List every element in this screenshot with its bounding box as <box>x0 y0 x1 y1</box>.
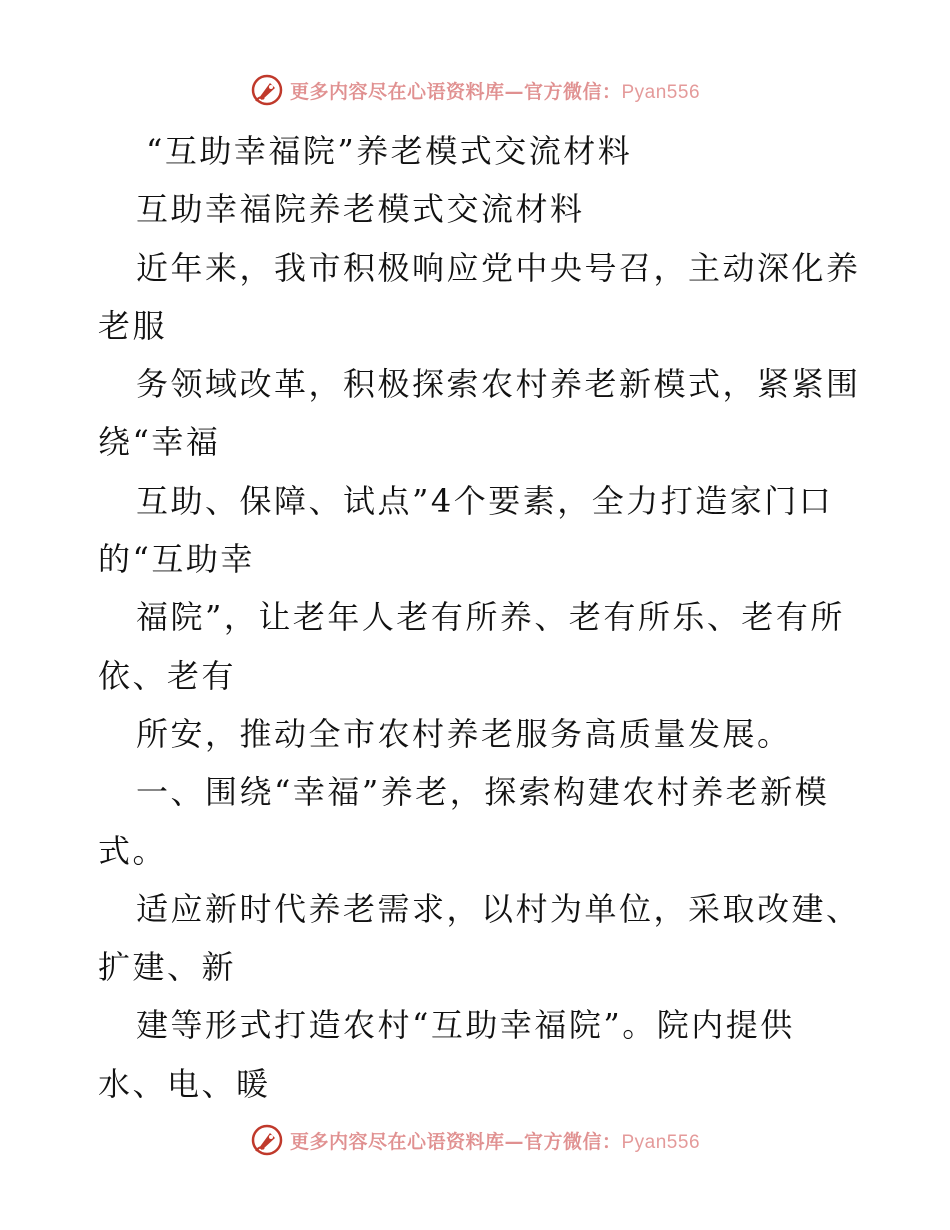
pen-nib-logo-icon <box>250 1123 284 1157</box>
section-heading: 一、围绕“幸福”养老，探索构建农村养老新模 <box>136 773 830 812</box>
watermark-text: 更多内容尽在心语资料库—官方微信：Pyan556 <box>289 1130 701 1153</box>
text-line: 务领域改革，积极探索农村养老新模式，紧紧围 <box>136 365 861 404</box>
text-line: 适应新时代养老需求，以村为单位，采取改建、 <box>136 889 861 928</box>
document-subtitle: 互助幸福院养老模式交流材料 <box>136 190 585 229</box>
text-line: 所安，推动全市农村养老服务高质量发展。 <box>136 714 792 753</box>
text-line: 的“互助幸 <box>98 540 255 579</box>
text-line: 扩建、新 <box>98 948 237 987</box>
text-line: 式。 <box>98 831 168 870</box>
watermark-text: 更多内容尽在心语资料库—官方微信：Pyan556 <box>289 80 701 103</box>
text-line: 依、老有 <box>98 656 237 695</box>
document-body <box>98 122 861 1113</box>
text-line: 福院”，让老年人老有所养、老有所乐、老有所 <box>136 598 845 637</box>
watermark-banner-top <box>0 72 950 108</box>
text-line: 老服 <box>98 306 168 345</box>
text-line: 互助、保障、试点”4个要素，全力打造家门口 <box>136 481 834 520</box>
text-line: 绕“幸福 <box>98 423 221 462</box>
text-line: 近年来，我市积极响应党中央号召，主动深化养 <box>136 248 861 287</box>
text-line: 建等形式打造农村“互助幸福院”。院内提供 <box>136 1006 795 1045</box>
watermark-banner-bottom <box>0 1122 950 1158</box>
text-line: 水、电、暖 <box>98 1064 271 1103</box>
document-title: “互助幸福院”养老模式交流材料 <box>146 132 633 170</box>
pen-nib-logo-icon <box>250 73 284 107</box>
